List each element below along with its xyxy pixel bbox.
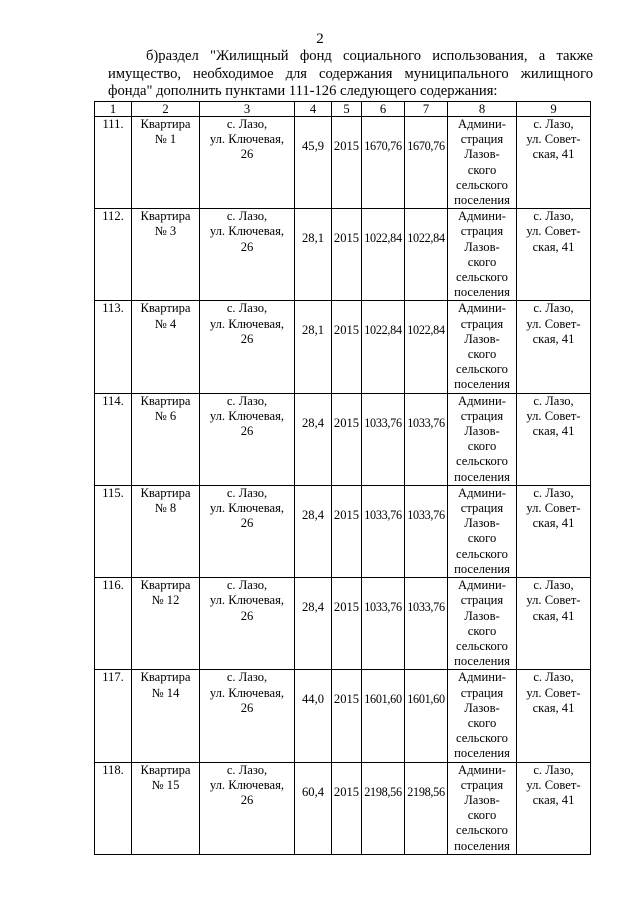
holder-address-line: с. Лазо, <box>533 578 574 593</box>
property-area-text: 28,4 <box>301 507 325 522</box>
value-col6 <box>362 393 405 485</box>
property-area-text: 60,4 <box>301 784 325 799</box>
property-address-line: с. Лазо, <box>226 117 268 131</box>
holder-name-line: сельского <box>456 362 508 377</box>
column-header: 5 <box>332 102 362 117</box>
property-address-line: 26 <box>240 331 254 346</box>
property-name-line: № 15 <box>151 777 180 792</box>
property-name-line: Квартира <box>140 762 191 777</box>
property-address <box>200 670 295 762</box>
property-name <box>132 209 200 301</box>
holder-name-line: страция <box>460 593 504 608</box>
value-col6-text: 1601,60 <box>364 692 402 707</box>
holder-name-line: Админи- <box>458 117 506 131</box>
row-number-text: 112. <box>102 209 124 224</box>
column-header: 6 <box>362 102 405 117</box>
property-name-line: № 8 <box>154 501 177 516</box>
value-col7-text: 1670,76 <box>407 139 445 153</box>
value-col6 <box>362 209 405 301</box>
property-address-line: с. Лазо, <box>226 578 268 593</box>
value-col6 <box>362 578 405 670</box>
holder-name-line: Лазов- <box>464 331 500 346</box>
holder-name-line: Админи- <box>458 209 506 224</box>
property-year <box>332 393 362 485</box>
holder-address-line: ская, 41 <box>532 516 575 531</box>
row-number-text: 114. <box>102 393 124 408</box>
row-number-text: 116. <box>102 578 124 593</box>
property-address-line: с. Лазо, <box>226 670 268 685</box>
holder-address-line: ул. Совет- <box>526 132 581 147</box>
holder-address-line: с. Лазо, <box>533 762 574 777</box>
holder-name-line: поселения <box>454 469 510 484</box>
table-row <box>95 578 591 670</box>
property-year-text: 2015 <box>333 323 360 338</box>
holder-name-line: ского <box>467 623 497 638</box>
property-address <box>200 578 295 670</box>
holder-name <box>448 485 517 577</box>
property-name-line: Квартира <box>140 578 191 593</box>
holder-name-line: сельского <box>456 454 508 469</box>
holder-address <box>517 301 591 393</box>
holder-address-line: с. Лазо, <box>533 301 574 316</box>
property-address-line: с. Лазо, <box>226 762 268 777</box>
property-name <box>132 578 200 670</box>
table-row <box>95 485 591 577</box>
value-col6 <box>362 485 405 577</box>
row-number <box>95 393 132 485</box>
holder-name-line: страция <box>460 132 504 147</box>
property-area <box>295 670 332 762</box>
holder-address-line: ул. Совет- <box>526 316 581 331</box>
holder-name <box>448 117 517 209</box>
property-address-line: ул. Ключевая, <box>209 224 285 239</box>
holder-address-line: ул. Совет- <box>526 501 581 516</box>
property-area-text: 44,0 <box>301 692 325 707</box>
property-name-line: Квартира <box>140 670 191 685</box>
holder-name-line: поселения <box>454 377 510 392</box>
property-name-line: Квартира <box>140 485 191 500</box>
property-name-line: Квартира <box>140 301 191 316</box>
holder-name-line: ского <box>467 347 497 362</box>
value-col7-text: 1033,76 <box>407 415 445 430</box>
holder-name-line: страция <box>460 224 504 239</box>
value-col7 <box>405 578 448 670</box>
property-year-text: 2015 <box>333 415 360 430</box>
value-col6-text: 1022,84 <box>364 323 402 338</box>
row-number <box>95 301 132 393</box>
table-header-row <box>95 102 591 117</box>
property-address-line: 26 <box>240 700 254 715</box>
holder-name <box>448 393 517 485</box>
column-header: 3 <box>200 102 295 117</box>
property-year <box>332 762 362 854</box>
column-header: 7 <box>405 102 448 117</box>
holder-name-line: Админи- <box>458 393 506 408</box>
holder-address <box>517 670 591 762</box>
property-year <box>332 301 362 393</box>
holder-address-line: с. Лазо, <box>533 393 574 408</box>
column-header: 8 <box>448 102 517 117</box>
value-col7-text: 1601,60 <box>407 692 445 707</box>
row-number-text: 118. <box>102 762 124 777</box>
holder-name-line: Лазов- <box>464 147 500 162</box>
property-name-line: № 14 <box>151 685 180 700</box>
holder-name <box>448 578 517 670</box>
property-name-line: Квартира <box>140 393 191 408</box>
property-address-line: 26 <box>240 608 254 623</box>
row-number <box>95 762 132 854</box>
value-col7 <box>405 209 448 301</box>
value-col6-text: 1033,76 <box>364 600 402 615</box>
holder-name-line: Лазов- <box>464 608 500 623</box>
holder-name-line: поселения <box>454 838 510 853</box>
value-col7-text: 1022,84 <box>407 231 445 246</box>
value-col6-text: 1022,84 <box>364 231 402 246</box>
property-area-text: 28,1 <box>301 231 325 246</box>
property-area <box>295 578 332 670</box>
property-name-line: № 12 <box>151 593 180 608</box>
property-address-line: 26 <box>240 516 254 531</box>
holder-name-line: сельского <box>456 546 508 561</box>
property-name-line: Квартира <box>140 209 191 224</box>
holder-address-line: ул. Совет- <box>526 408 581 423</box>
property-name <box>132 301 200 393</box>
holder-address <box>517 209 591 301</box>
holder-address-line: ская, 41 <box>532 147 575 162</box>
row-number <box>95 117 132 209</box>
property-area-text: 28,4 <box>301 600 325 615</box>
value-col6 <box>362 670 405 762</box>
holder-name-line: ского <box>467 162 497 177</box>
property-year-text: 2015 <box>333 784 360 799</box>
row-number-text: 115. <box>102 485 124 500</box>
table-body <box>95 117 591 855</box>
property-year-text: 2015 <box>333 692 360 707</box>
property-year-text: 2015 <box>333 507 360 522</box>
holder-name-line: ского <box>467 531 497 546</box>
holder-address-line: ул. Совет- <box>526 777 581 792</box>
table-row <box>95 209 591 301</box>
table-row <box>95 393 591 485</box>
holder-name-line: Лазов- <box>464 516 500 531</box>
property-address-line: 26 <box>240 424 254 439</box>
holder-address-line: ская, 41 <box>532 424 575 439</box>
property-address <box>200 762 295 854</box>
holder-name-line: сельского <box>456 638 508 653</box>
property-address-line: ул. Ключевая, <box>209 593 285 608</box>
property-address <box>200 393 295 485</box>
value-col6-text: 1670,76 <box>364 139 402 153</box>
column-header: 2 <box>132 102 200 117</box>
column-header: 9 <box>517 102 591 117</box>
holder-name-line: поселения <box>454 285 510 300</box>
value-col6 <box>362 117 405 209</box>
property-area <box>295 117 332 209</box>
value-col7-text: 1033,76 <box>407 600 445 615</box>
holder-name-line: Админи- <box>458 670 506 685</box>
row-number <box>95 670 132 762</box>
property-address-line: ул. Ключевая, <box>209 408 285 423</box>
table-row <box>95 670 591 762</box>
holder-name-line: Админи- <box>458 301 506 316</box>
property-name-line: № 6 <box>154 408 177 423</box>
property-area <box>295 209 332 301</box>
value-col6-text: 2198,56 <box>364 784 402 799</box>
property-name-line: № 3 <box>154 224 177 239</box>
property-name <box>132 117 200 209</box>
property-area <box>295 301 332 393</box>
property-area-text: 28,1 <box>301 323 325 338</box>
table-row <box>95 117 591 209</box>
holder-name <box>448 209 517 301</box>
property-name-line: № 1 <box>154 132 177 147</box>
holder-address-line: ская, 41 <box>532 608 575 623</box>
property-area <box>295 762 332 854</box>
holder-name-line: Админи- <box>458 578 506 593</box>
holder-name-line: страция <box>460 685 504 700</box>
property-year <box>332 485 362 577</box>
holder-address <box>517 485 591 577</box>
property-year <box>332 578 362 670</box>
property-address <box>200 301 295 393</box>
property-address-line: с. Лазо, <box>226 485 268 500</box>
property-year-text: 2015 <box>333 231 360 246</box>
row-number <box>95 578 132 670</box>
holder-address-line: с. Лазо, <box>533 670 574 685</box>
holder-name-line: ского <box>467 808 497 823</box>
property-address-line: ул. Ключевая, <box>209 501 285 516</box>
holder-address-line: ская, 41 <box>532 331 575 346</box>
table-row <box>95 301 591 393</box>
property-name <box>132 485 200 577</box>
holder-address <box>517 578 591 670</box>
holder-address-line: ул. Совет- <box>526 224 581 239</box>
holder-name-line: страция <box>460 501 504 516</box>
value-col6 <box>362 762 405 854</box>
property-name-line: Квартира <box>140 117 191 131</box>
holder-name-line: страция <box>460 316 504 331</box>
holder-name <box>448 762 517 854</box>
property-address-line: ул. Ключевая, <box>209 132 285 147</box>
holder-name-line: сельского <box>456 270 508 285</box>
holder-address-line: с. Лазо, <box>533 209 574 224</box>
property-address-line: 26 <box>240 239 254 254</box>
value-col7-text: 1033,76 <box>407 507 445 522</box>
holder-address-line: с. Лазо, <box>533 485 574 500</box>
page-number: 2 <box>316 31 324 47</box>
holder-name-line: ского <box>467 254 497 269</box>
holder-address-line: ская, 41 <box>532 239 575 254</box>
property-name <box>132 762 200 854</box>
holder-name-line: ского <box>467 715 497 730</box>
property-address <box>200 485 295 577</box>
holder-name-line: сельского <box>456 731 508 746</box>
value-col7 <box>405 670 448 762</box>
holder-name-line: Лазов- <box>464 700 500 715</box>
value-col7 <box>405 762 448 854</box>
holder-address <box>517 393 591 485</box>
property-address <box>200 209 295 301</box>
holder-name-line: поселения <box>454 561 510 576</box>
holder-address-line: ская, 41 <box>532 700 575 715</box>
value-col6-text: 1033,76 <box>364 507 402 522</box>
property-area-text: 45,9 <box>301 139 325 153</box>
column-header: 1 <box>95 102 132 117</box>
property-address-line: с. Лазо, <box>226 301 268 316</box>
holder-name-line: поселения <box>454 654 510 669</box>
holder-name-line: сельского <box>456 177 508 192</box>
row-number <box>95 209 132 301</box>
holder-name-line: Админи- <box>458 485 506 500</box>
row-number-text: 117. <box>102 670 124 685</box>
value-col7 <box>405 393 448 485</box>
value-col7-text: 1022,84 <box>407 323 445 338</box>
holder-name-line: Лазов- <box>464 792 500 807</box>
property-address-line: с. Лазо, <box>226 209 268 224</box>
holder-name-line: поселения <box>454 193 510 208</box>
holder-address-line: ул. Совет- <box>526 685 581 700</box>
holder-name <box>448 670 517 762</box>
value-col6-text: 1033,76 <box>364 415 402 430</box>
property-address-line: 26 <box>240 147 254 162</box>
value-col7-text: 2198,56 <box>407 784 445 799</box>
property-year <box>332 117 362 209</box>
property-address <box>200 117 295 209</box>
property-year <box>332 670 362 762</box>
table-row <box>95 762 591 854</box>
property-address-line: с. Лазо, <box>226 393 268 408</box>
value-col7 <box>405 301 448 393</box>
holder-address-line: с. Лазо, <box>533 117 574 131</box>
property-name <box>132 393 200 485</box>
property-area-text: 28,4 <box>301 415 325 430</box>
row-number-text: 111. <box>102 117 124 131</box>
property-address-line: 26 <box>240 792 254 807</box>
property-year-text: 2015 <box>333 600 360 615</box>
property-address-line: ул. Ключевая, <box>209 316 285 331</box>
property-address-line: ул. Ключевая, <box>209 777 285 792</box>
holder-name-line: Админи- <box>458 762 506 777</box>
holder-name <box>448 301 517 393</box>
property-table <box>94 101 591 855</box>
holder-name-line: страция <box>460 408 504 423</box>
holder-address-line: ская, 41 <box>532 792 575 807</box>
holder-address <box>517 117 591 209</box>
property-year <box>332 209 362 301</box>
property-year-text: 2015 <box>333 139 360 153</box>
property-area <box>295 393 332 485</box>
row-number-text: 113. <box>102 301 124 316</box>
property-name-line: № 4 <box>154 316 177 331</box>
value-col7 <box>405 117 448 209</box>
holder-name-line: поселения <box>454 746 510 761</box>
property-name <box>132 670 200 762</box>
value-col7 <box>405 485 448 577</box>
intro-paragraph: б)раздел "Жилищный фонд социального использования, а также имущество, необходимое для содержания муниципального жилищного фонда" дополнить пунктами 111-126 следующего содержания: <box>108 48 593 99</box>
holder-name-line: страция <box>460 777 504 792</box>
holder-name-line: ского <box>467 439 497 454</box>
column-header: 4 <box>295 102 332 117</box>
holder-name-line: Лазов- <box>464 424 500 439</box>
holder-name-line: сельского <box>456 823 508 838</box>
property-address-line: ул. Ключевая, <box>209 685 285 700</box>
value-col6 <box>362 301 405 393</box>
holder-address-line: ул. Совет- <box>526 593 581 608</box>
holder-name-line: Лазов- <box>464 239 500 254</box>
holder-address <box>517 762 591 854</box>
property-area <box>295 485 332 577</box>
row-number <box>95 485 132 577</box>
